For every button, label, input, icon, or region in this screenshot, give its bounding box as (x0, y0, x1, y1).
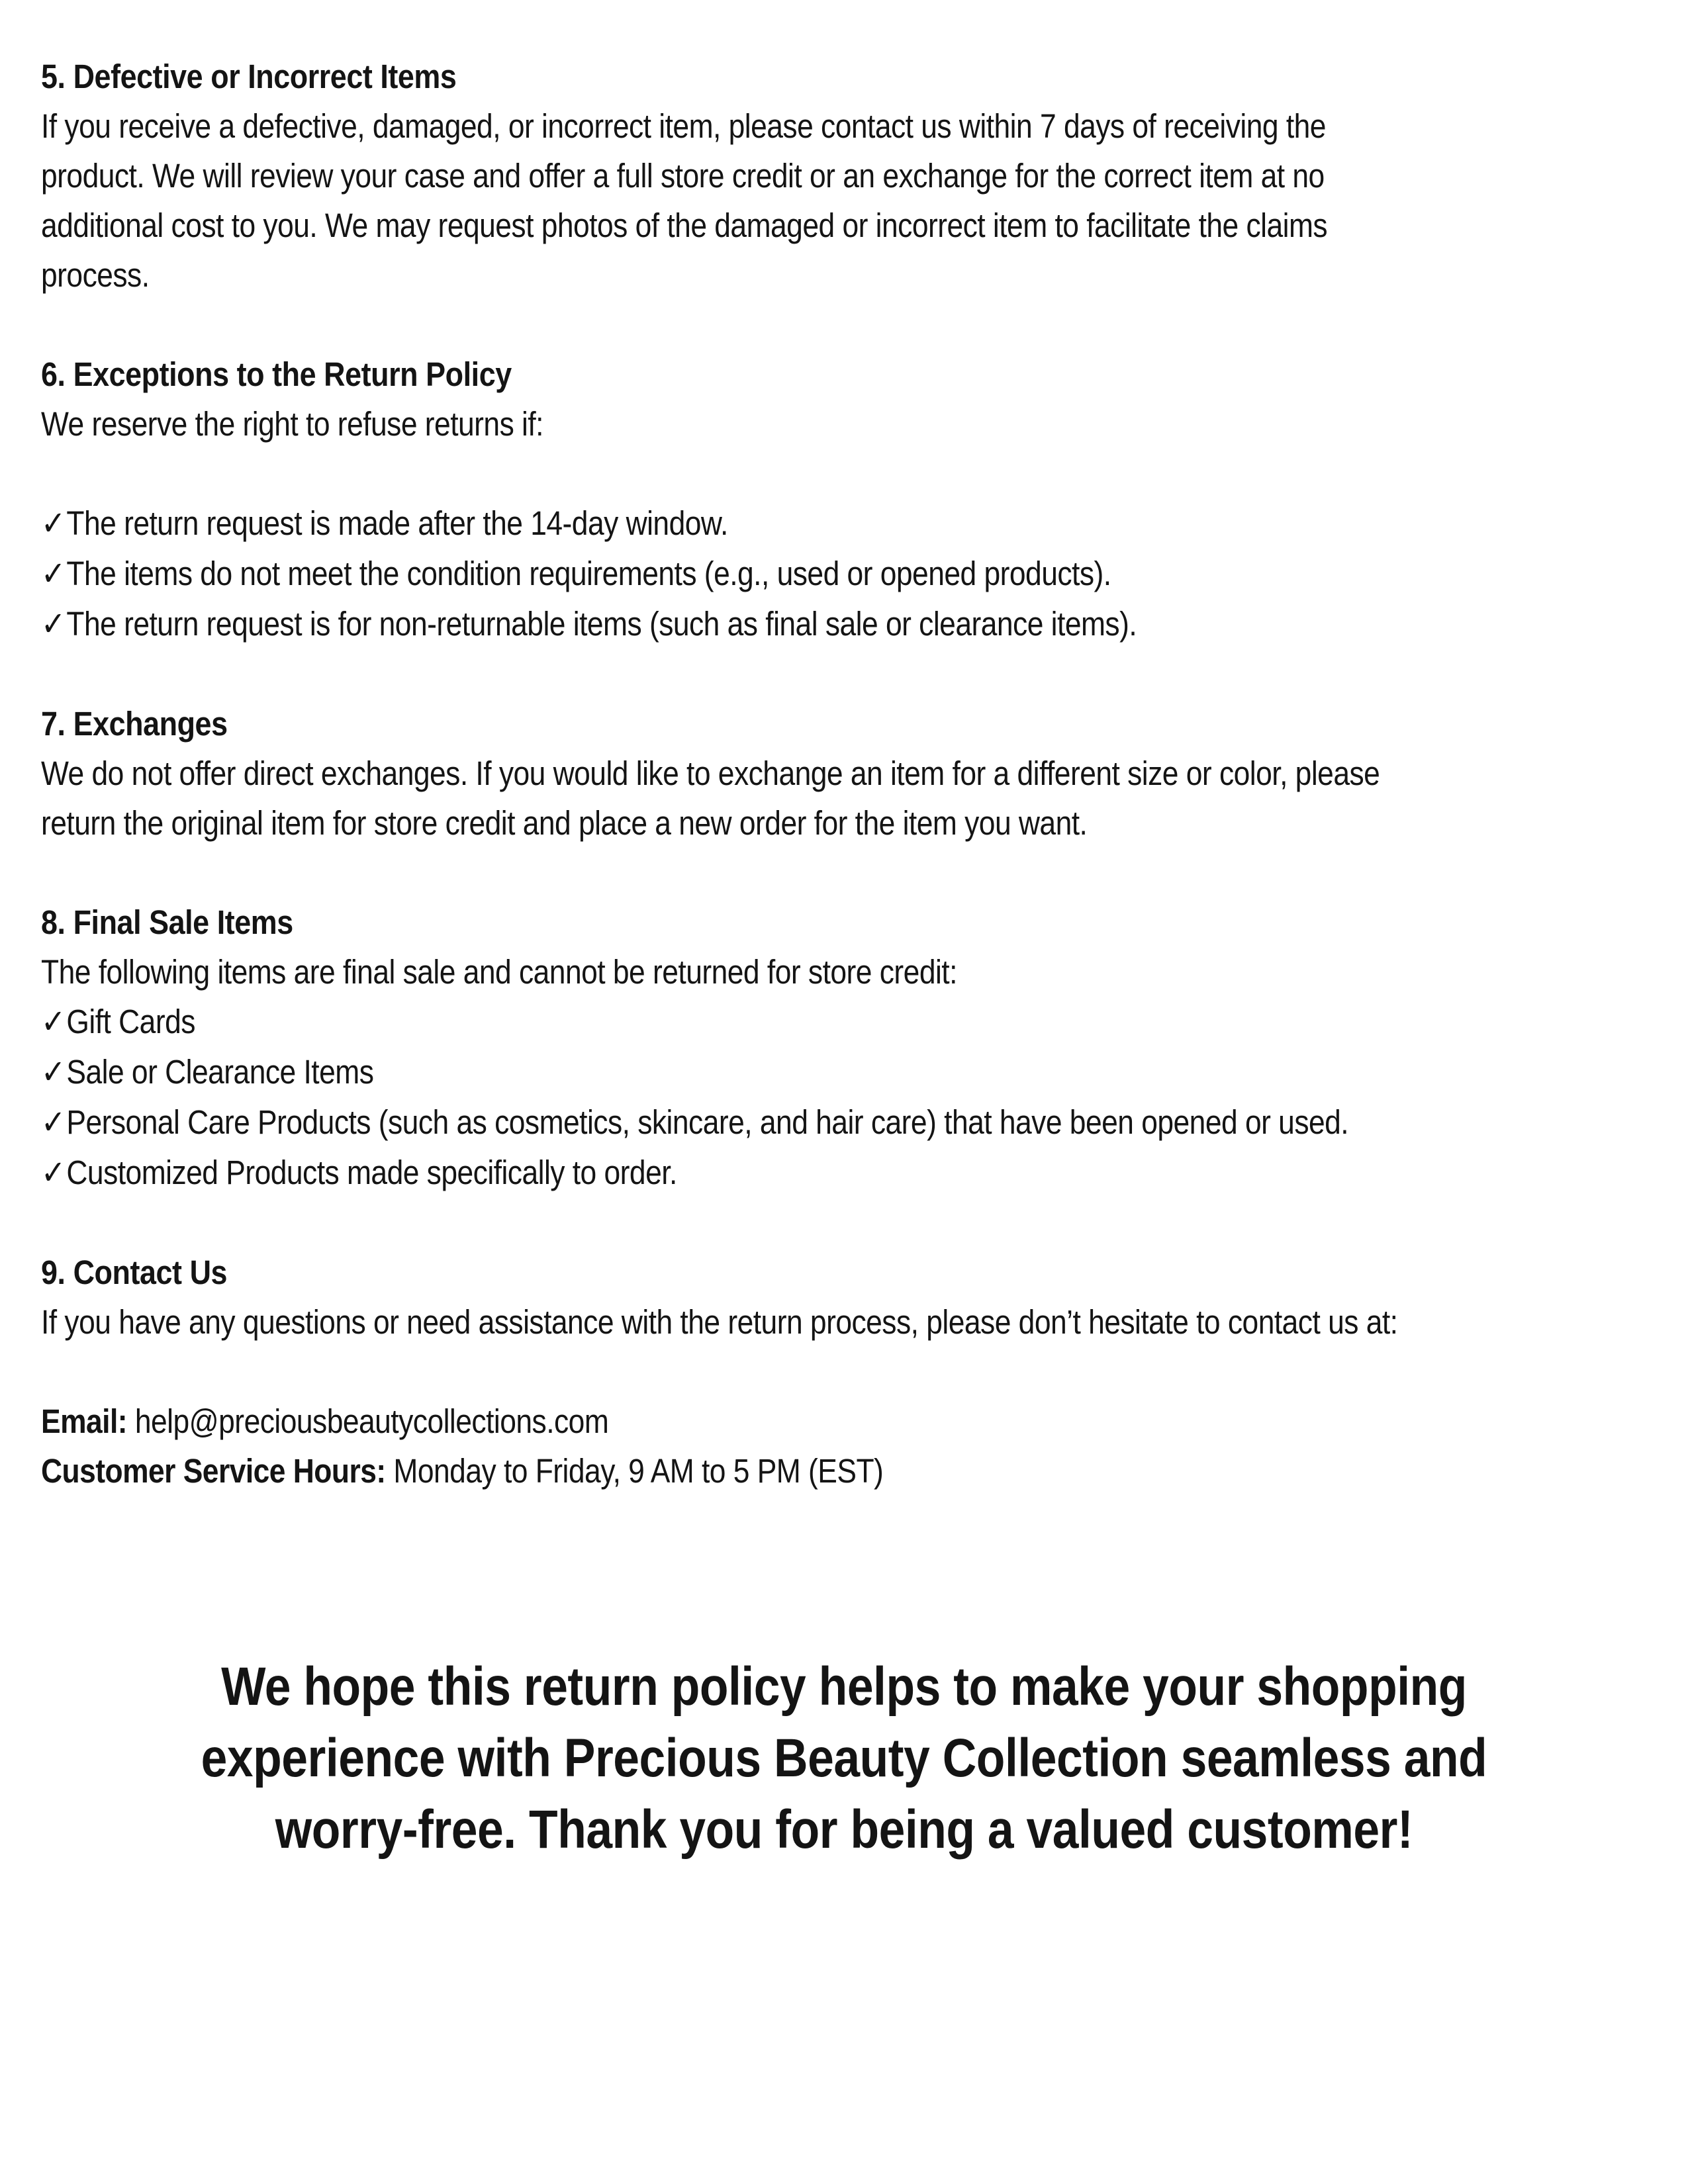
section-heading: 7. Exchanges (41, 705, 228, 743)
list-item (41, 549, 1470, 599)
list-item (41, 1148, 1470, 1198)
paragraph-line: return the original item for store credit and place a new order for the item you want. (41, 804, 1088, 842)
final-sale-list (41, 997, 1683, 1198)
contact-hours (41, 1446, 1470, 1496)
list-item (41, 997, 1470, 1047)
hours-value: Monday to Friday, 9 AM to 5 PM (EST) (393, 1452, 884, 1490)
section-intro: We reserve the right to refuse returns if: (41, 405, 543, 443)
exceptions-list (41, 498, 1683, 649)
list-item (41, 1097, 1470, 1148)
closing-line: experience with Precious Beauty Collection seamless and (201, 1728, 1487, 1788)
paragraph-line: If you receive a defective, damaged, or incorrect item, please contact us within 7 days of receiving the (41, 107, 1326, 145)
list-item-text: The return request is for non-returnable items (such as final sale or clearance items). (66, 605, 1137, 643)
list-item (41, 599, 1470, 649)
email-address[interactable]: help@preciousbeautycollections.com (134, 1402, 609, 1440)
closing-line: We hope this return policy helps to make your shopping (221, 1657, 1467, 1717)
paragraph-line: product. We will review your case and offer a full store credit or an exchange for the correct item at no (41, 157, 1325, 195)
list-item-text: The return request is made after the 14-day window. (66, 504, 728, 542)
closing-line: worry-free. Thank you for being a valued customer! (275, 1799, 1413, 1860)
email-label: Email: (41, 1402, 128, 1440)
list-item-text: Gift Cards (66, 1003, 195, 1040)
section-heading: 9. Contact Us (41, 1253, 228, 1291)
paragraph-line: additional cost to you. We may request photos of the damaged or incorrect item to facilitate the claims (41, 206, 1328, 244)
hours-label: Customer Service Hours: (41, 1452, 386, 1490)
section-exchanges (41, 699, 1683, 848)
list-item-text: Personal Care Products (such as cosmetics, skincare, and hair care) that have been opened or used. (66, 1103, 1349, 1141)
checkmark-icon: ✓ (41, 555, 66, 594)
section-heading: 5. Defective or Incorrect Items (41, 58, 457, 95)
section-contact (41, 1248, 1683, 1496)
section-heading: 8. Final Sale Items (41, 903, 293, 941)
checkmark-icon: ✓ (41, 605, 66, 644)
section-heading: 6. Exceptions to the Return Policy (41, 355, 512, 393)
paragraph-line: We do not offer direct exchanges. If you would like to exchange an item for a different size or color, please (41, 754, 1380, 792)
list-item (41, 1047, 1470, 1097)
list-item-text: Customized Products made specifically to order. (66, 1154, 677, 1191)
checkmark-icon: ✓ (41, 1053, 66, 1092)
checkmark-icon: ✓ (41, 1154, 66, 1193)
checkmark-icon: ✓ (41, 504, 66, 543)
list-item-text: The items do not meet the condition requirements (e.g., used or opened products). (66, 555, 1111, 592)
list-item-text: Sale or Clearance Items (66, 1053, 374, 1091)
checkmark-icon: ✓ (41, 1103, 66, 1142)
section-exceptions (41, 349, 1683, 649)
section-intro: The following items are final sale and cannot be returned for store credit: (41, 953, 957, 991)
section-intro: If you have any questions or need assistance with the return process, please don’t hesitate to contact us at: (41, 1303, 1398, 1341)
list-item (41, 498, 1470, 549)
closing-message (0, 1651, 1688, 1866)
section-defective-items (41, 52, 1683, 300)
paragraph-line: process. (41, 256, 150, 294)
section-final-sale (41, 897, 1683, 1198)
contact-email (41, 1396, 1470, 1446)
checkmark-icon: ✓ (41, 1003, 66, 1042)
policy-document (41, 52, 1683, 1545)
